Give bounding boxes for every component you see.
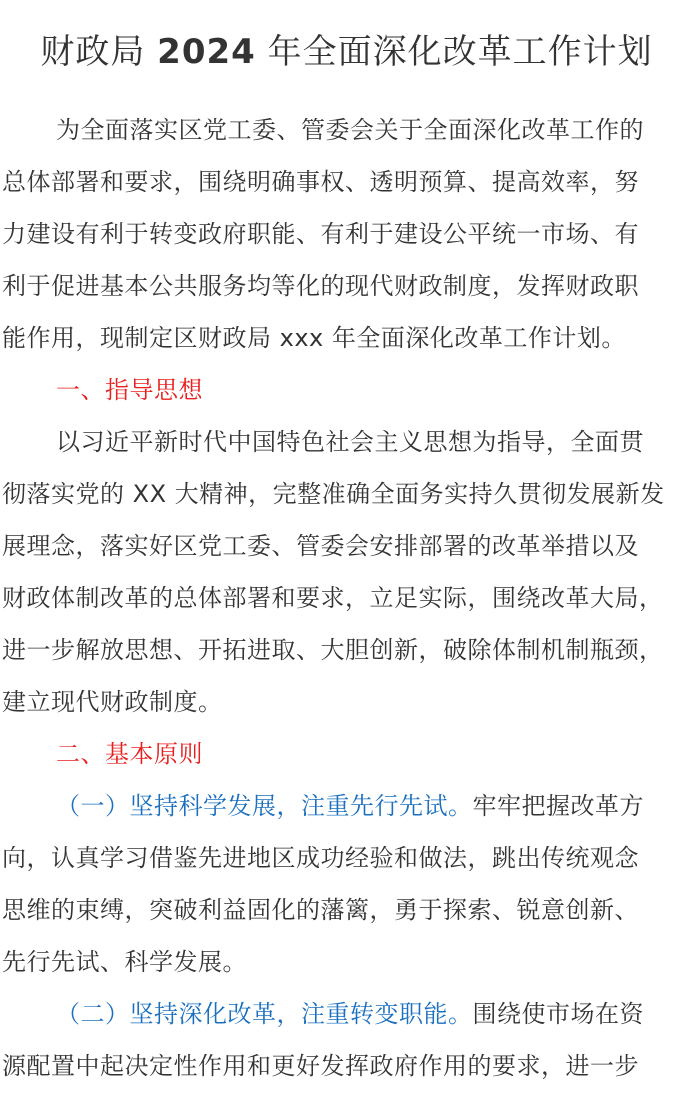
document-title [0,28,693,76]
title-prefix: 财政局 [40,32,158,72]
paragraph-guiding-line: 进一步解放思想、开拓进取、大胆创新，破除体制机制瓶颈， [2,636,664,664]
principle-1-line: 思维的束缚，突破利益固化的藩篱，勇于探索、锐意创新、 [2,896,639,924]
paragraph-intro-line: 总体部署和要求，围绕明确事权、透明预算、提高效率，努 [2,168,639,196]
paragraph-guiding-line: 建立现代财政制度。 [2,688,223,716]
principle-2-heading: （二）坚持深化改革，注重转变职能。 [56,1000,473,1028]
principle-1-first-line [56,788,644,824]
paragraph-guiding-line: 以习近平新时代中国特色社会主义思想为指导，全面贯 [56,428,644,456]
principle-1-heading: （一）坚持科学发展，注重先行先试。 [56,792,473,820]
principle-2-text-start: 围绕使市场在资 [472,1000,644,1028]
section-heading-basic-principles: 二、基本原则 [56,740,203,768]
paragraph-intro-line: 为全面落实区党工委、管委会关于全面深化改革工作的 [56,116,644,144]
title-year: 2024 [157,32,256,72]
section-heading-guiding-thought: 一、指导思想 [56,376,203,404]
principle-1-line: 向，认真学习借鉴先进地区成功经验和做法，跳出传统观念 [2,844,639,872]
paragraph-intro-line: 力建设有利于转变政府职能、有利于建设公平统一市场、有 [2,220,639,248]
principle-2-first-line [56,996,644,1032]
principle-1-line: 先行先试、科学发展。 [2,948,247,976]
paragraph-guiding-line: 财政体制改革的总体部署和要求，立足实际，围绕改革大局， [2,584,664,612]
title-suffix: 年全面深化改革工作计划 [255,32,653,72]
paragraph-intro-line: 能作用，现制定区财政局 xxx 年全面深化改革工作计划。 [2,324,626,352]
paragraph-intro-line: 利于促进基本公共服务均等化的现代财政制度，发挥财政职 [2,272,639,300]
principle-2-line: 源配置中起决定性作用和更好发挥政府作用的要求，进一步 [2,1052,639,1080]
paragraph-guiding-line: 展理念，落实好区党工委、管委会安排部署的改革举措以及 [2,532,639,560]
principle-1-text-start: 牢牢把握改革方 [472,792,644,820]
paragraph-guiding-line: 彻落实党的 XX 大精神，完整准确全面务实持久贯彻发展新发 [2,480,665,508]
